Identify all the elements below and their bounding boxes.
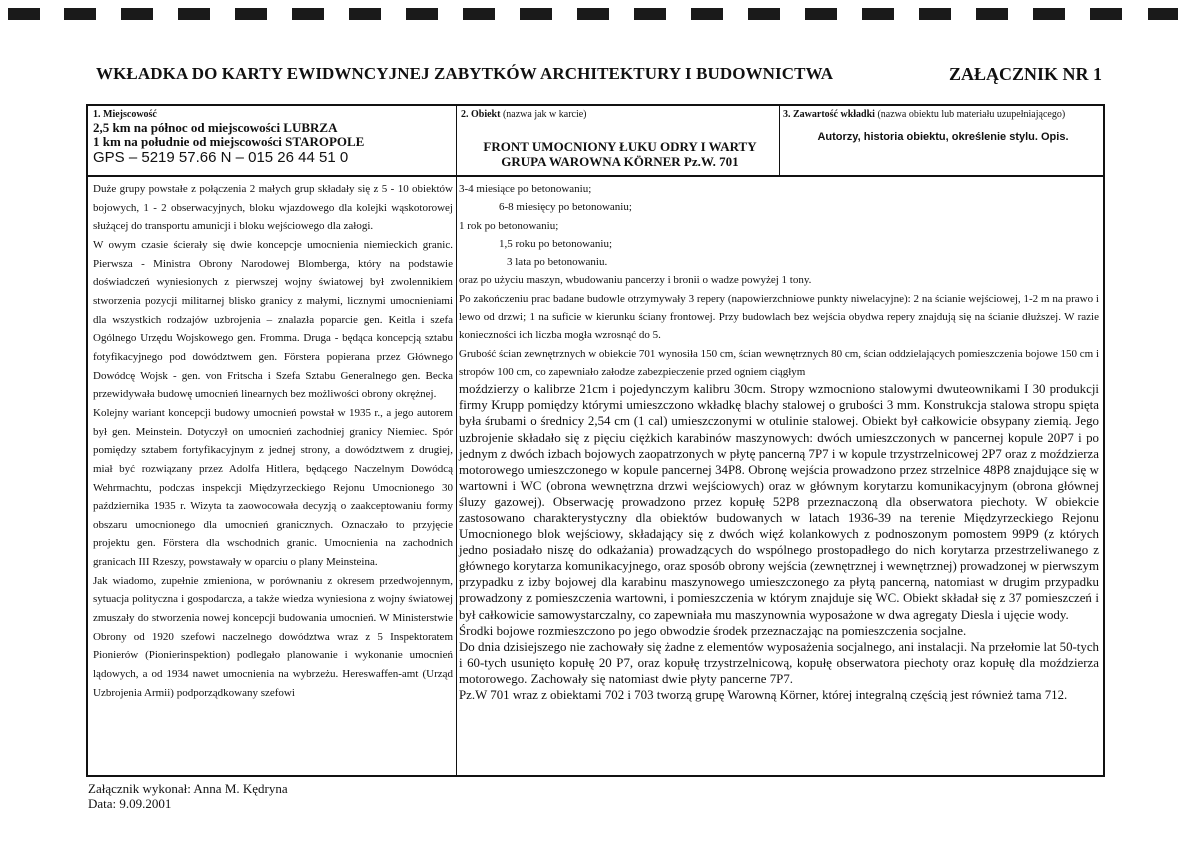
binder-hole (178, 8, 210, 20)
binder-hole (1033, 8, 1065, 20)
contents-description: Autorzy, historia obiektu, określenie stylu. Opis. (817, 131, 1069, 143)
schedule-item: 3-4 miesiące po betonowaniu; (459, 183, 592, 195)
paragraph: Do dnia dzisiejszego nie zachowały się żadne z elementów wyposażenia socjalnego, ani instalacji. Na przełomie lat 50-tych i 60-tych usunięto kopułę 20 P7, oraz kopułę trzystrzelnicową, kopułę obserwatora piechoty oraz kopułę dla moździerza motorowego. Zachowały się natomiast dwie płyty pancerne 7P7. (459, 639, 1099, 686)
paragraph: Po zakończeniu prac badane budowle otrzymywały 3 repery (napowierzchniowe punkty niwelacyjne): 2 na ścianie wejściowej, 1-2 m na prawo i lewo od drzwi; 1 na suficie w kierunku ściany frontowej. Przy budowlach bez wejścia obydwa repery znajdują się na ścianie dłuższej. W razie konieczności ich liczba mogła wzrosnąć do 5. (459, 292, 1099, 342)
column-divider (779, 106, 780, 177)
binder-hole (121, 8, 153, 20)
paragraph: Jak wiadomo, zupełnie zmieniona, w porównaniu z okresem przedwojennym, sytuacja polityczna i gospodarcza, a także wiedza wyniesiona z wojny światowej zmuszały do stworzenia nowej koncepcji budowania umocnień. W Ministerstwie Obrony od 1920 szefowi naczelnego dowództwa wraz z 5 Inspektoratem Pionierów (Pionierinspektion) podlegało planowanie i wykonanie umocnień lądowych, a od 1934 nawet umocnienia na wybrzeżu. Hereswaffen-amt (Urząd Uzbrojenia Armii) podporządkowany szefowi (93, 574, 453, 699)
annex-number: ZAŁĄCZNIK NR 1 (948, 64, 1102, 84)
binder-hole (805, 8, 837, 20)
binder-hole (520, 8, 552, 20)
binder-hole (8, 8, 40, 20)
object-name (461, 139, 779, 169)
locality-line-1: 2,5 km na północ od miejscowości LUBRZA (93, 120, 338, 135)
document-title: WKŁADKA DO KARTY EWIDWNCYJNEJ ZABYTKÓW ARCHITEKTURY I BUDOWNICTWA (96, 64, 834, 83)
locality-label: 1. Miejscowość (93, 109, 157, 120)
binder-hole (1090, 8, 1122, 20)
binder-hole (976, 8, 1008, 20)
paragraph: W owym czasie ścierały się dwie koncepcje umocnienia niemieckich granic. Pierwsza - Ministra Obrony Narodowej Blomberga, który na podstawie doświadczeń wyniesionych z pierwszej wojny światowej był zwolennikiem stworzenia pozycji militarnej blisko granicy z małymi, licznymi umocnieniami dla wszystkich rodzajów uzbrojenia – znalazła poparcie gen. Keitla i szefa Ogólnego Urzędu Wojskowego gen. Fromma. Druga - będąca koncepcją sztabu fotyfikacyjnego pod dowództwem gen. Förstera popierana przez Głównego Dowódcę Wojsk - gen. von Fritscha i Szefa Sztabu Generalnego gen. Becka przewidywała budowę umocnień linearnych bez możliwości obrony okrężnej. (93, 238, 453, 401)
binder-hole (463, 8, 495, 20)
object-box (461, 109, 779, 169)
binder-hole (406, 8, 438, 20)
paragraph: Grubość ścian zewnętrznych w obiekcie 701 wynosiła 150 cm, ścian wewnętrznych 80 cm, ścian oddzielających pomieszczenia bojowe 150 cm i stropów 100 cm, co zapewniało załodze zabezpieczenie przed ogniem ciągłym (459, 347, 1099, 378)
column-divider (456, 106, 457, 775)
paragraph: Kolejny wariant koncepcji budowy umocnień powstał w 1935 r., a jego autorem był gen. Meinstein. Dotyczył on umocnień zachodniej granicy Niemiec. Spór pomiędzy sztabem fortyfikacyjnym z jednej strony, a dowództwem z drugiej, miał być rozwiązany przez Adolfa Hitlera, będącego Naczelnym Dowódcą Wehrmachtu, podczas inspekcji Międzyrzeckiego Rejonu Umocnionego 30 października 1935 r. Wizyta ta zaowocowała decyzją o zaakceptowaniu formy obszaru umocnionego dla umocnień granicznych. Oznaczało to przyjęcie projektu gen. Förstera dla wschodnich granic. Umocnienia na zachodnich granicach III Rzeszy, powstawały w oparciu o plany Meinsteina. (93, 406, 453, 569)
binder-hole (64, 8, 96, 20)
schedule-item: 1,5 roku po betonowaniu; (499, 237, 613, 250)
contents-box (783, 109, 1103, 143)
binder-hole (748, 8, 780, 20)
binder-hole (1148, 8, 1178, 20)
author-line: Załącznik wykonał: Anna M. Kędryna (88, 781, 288, 796)
binder-hole (691, 8, 723, 20)
locality-line-2: 1 km na południe od miejscowości STAROPOLE (93, 134, 365, 149)
object-name-line-2: GRUPA WAROWNA KÖRNER Pz.W. 701 (501, 154, 739, 169)
paragraph: Środki bojowe rozmieszczono po jego obwodzie środek przeznaczając na pomieszczenia socjalne. (459, 623, 967, 638)
record-sheet (86, 104, 1105, 777)
schedule-item: 3 lata po betonowaniu. (507, 256, 608, 269)
header-row-divider (88, 175, 1103, 177)
binder-hole (235, 8, 267, 20)
description-column (459, 180, 1099, 703)
paragraph: Duże grupy powstałe z połączenia 2 małych grup składały się z 5 - 10 obiektów bojowych, 1 - 2 obserwacyjnych, bloku wjazdowego dla kolejki wąskotorowej służącej do transportu amunicji i bloku wejściowego dla załogi. (93, 183, 453, 233)
history-column (93, 180, 453, 702)
binder-hole (292, 8, 324, 20)
binder-holes (8, 8, 1190, 24)
binder-hole (577, 8, 609, 20)
date-line: Data: 9.09.2001 (88, 796, 172, 811)
locality-box (93, 109, 455, 166)
schedule-item: 6-8 miesięcy po betonowaniu; (499, 201, 632, 214)
paragraph: Pz.W 701 wraz z obiektami 702 i 703 tworzą grupę Warowną Körner, której integralną częścią jest również tama 712. (459, 688, 1068, 703)
binder-hole (349, 8, 381, 20)
object-name-line-1: FRONT UMOCNIONY ŁUKU ODRY I WARTY (483, 139, 757, 154)
document-header (96, 64, 1102, 86)
paragraph: moździerzy o kalibrze 21cm i pojedynczym kalibru 30cm. Stropy wzmocniono stalowymi dwuteownikami I 30 produkcji firmy Krupp pomiędzy którymi umieszczono wkładkę blachy stalowej o grubości 3 mm. Konstrukcja stalowa stropu spięta była śrubami o średnicy 2,54 cm (1 cal) umieszczonymi w otulinie stalowej. Obiekt był całkowicie obsypany ziemią. Jego uzbrojenie składało się z pięciu ciężkich karabinów maszynowych: dwóch umieszczonych w pancernej kopule 20P7 i po jednym z dwóch izbach bojowych zaopatrzonych w płytę pancerną 7P7 i w kopule trzystrzelnicowej 2P7 oraz z moździerza motorowego umieszczonego w kopule pancernej 34P8. Obronę wejścia prowadzono przez strzelnice 48P8 znajdujące się w wartowni i WC (obrona wewnętrzna drzwi wejściowych) oraz w głównym korytarzu komunikacyjnym (obrona głównej śluzy gazowej). Obserwację prowadzono przez kopułę 52P8 przeznaczoną dla obserwatora piechoty. W obiekcie zastosowano charakterystyczny dla obiektów budowanych w latach 1936-39 na terenie Międzyrzeckiego Rejonu Umocnionego blok wejściowy, składający się z dwóch więź kolankowych z podnoszonym pomostem 99P9 (z których jedno posiadało niszę do odkażania) prowadzących do wspólnego prostopadłego do nich korytarza przestrzeliwanego z głównego korytarza komunikacyjnego, oraz sposób obrony wejścia (zewnętrznej i wewnętrznej) prowadzonej w pierwszym przypadku z izby bojowej dla karabinu maszynowego umieszczonego za płytą pancerną, natomiast w drugim przypadku prowadzony z pomieszczenia wartowni, i pomieszczenia w którym znajduje się WC. Obiekt składał się z 37 pomieszczeń i był całkowicie samowystarczalny, co zapewniała mu maszynownia wyposażone w dwa agregaty Diesla i ujęcie wody. (459, 382, 1099, 622)
gps-coordinates: GPS – 5219 57.66 N – 015 26 44 51 0 (93, 149, 349, 166)
object-label: 2. Obiekt (nazwa jak w karcie) (461, 109, 587, 120)
contents-label: 3. Zawartość wkładki (nazwa obiektu lub materiału uzupełniającego) (783, 109, 1066, 120)
schedule-item: 1 rok po betonowaniu; (459, 219, 559, 232)
binder-hole (919, 8, 951, 20)
binder-hole (862, 8, 894, 20)
paragraph: oraz po użyciu maszyn, wbudowaniu pancerzy i bronii o wadze powyżej 1 tony. (459, 274, 812, 287)
document-footer (88, 781, 288, 811)
technical-description (459, 381, 1099, 703)
binder-hole (634, 8, 666, 20)
